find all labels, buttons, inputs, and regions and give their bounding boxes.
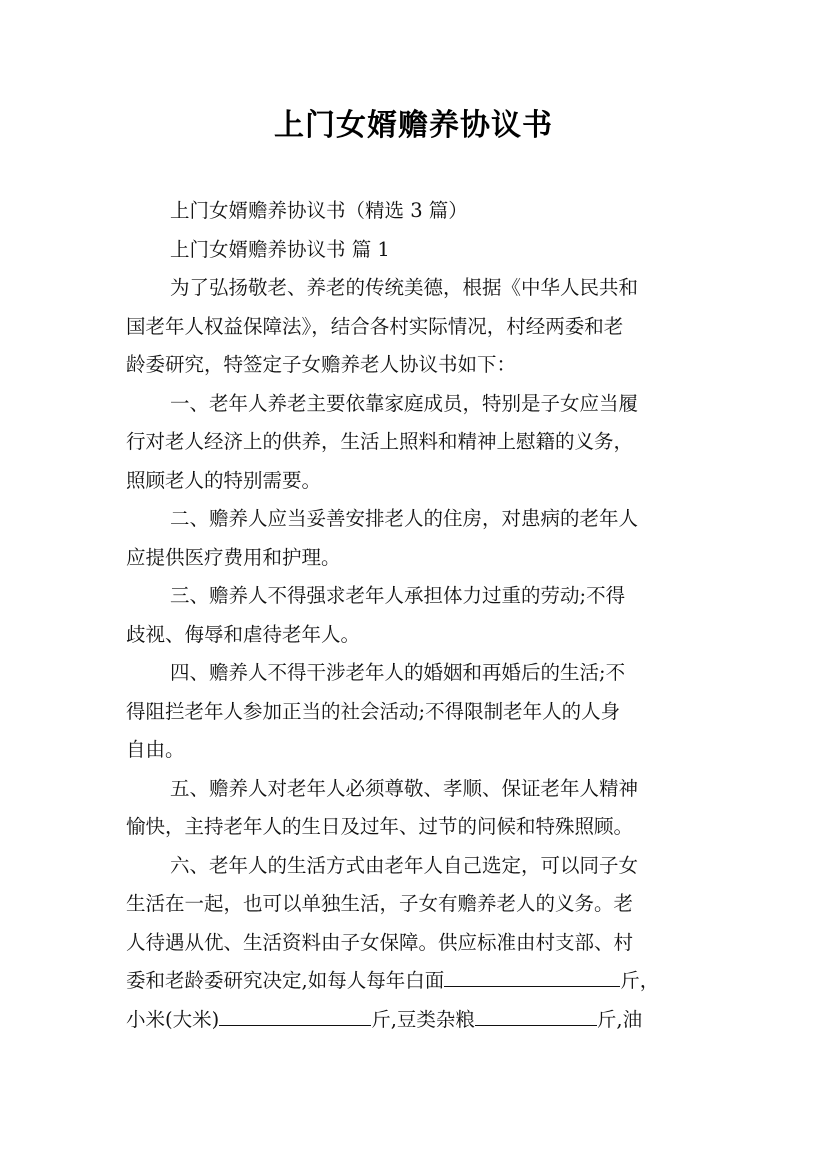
line-text: 小米(大米) [126,1007,220,1031]
line-text: 委和老龄委研究决定,如每人每年白面 [126,969,445,992]
section-heading: 上门女婿赡养协议书 篇 1 [170,237,390,261]
paragraph-line: 得阻拦老年人参加正当的社会活动;不得限制老年人的人身 [126,699,621,723]
paragraph-line: 为了弘扬敬老、养老的传统美德，根据《中华人民共和 [170,276,639,299]
line-text: 斤， [620,969,660,992]
subtitle-line: 上门女婿赡养协议书（精选 3 篇） [170,199,468,222]
paragraph-line: 龄委研究，特签定子女赡养老人协议书如下： [126,353,517,376]
paragraph-line: 歧视、侮辱和虐待老年人。 [126,622,361,646]
document-body [126,192,706,1039]
paragraph-line: 国老年人权益保障法》，结合各村实际情况，村经两委和老 [126,314,624,338]
paragraph-line: 三、赡养人不得强求老年人承担体力过重的劳动;不得 [170,584,626,607]
document-title: 上门女婿赡养协议书 [274,108,553,143]
paragraph-line: 照顾老人的特别需要。 [126,468,322,492]
paragraph-line: 自由。 [126,738,185,761]
paragraph-line: 二、赡养人应当妥善安排老人的住房，对患病的老年人 [170,507,639,530]
paragraph-line-with-blanks [126,1001,706,1040]
paragraph-line: 行对老人经济上的供养，生活上照料和精神上慰籍的义务， [126,430,634,453]
paragraph-line: 人待遇从优、生活资料由子女保障。供应标准由村支部、村 [126,930,634,954]
paragraph-line: 一、老年人养老主要依靠家庭成员，特别是子女应当履 [170,391,639,415]
paragraph-line: 生活在一起，也可以单独生活，子女有赡养老人的义务。老 [126,892,634,915]
line-text: 斤,豆类杂粮 [371,1007,475,1031]
paragraph-line: 六、老年人的生活方式由老年人自己选定，可以同子女 [170,853,639,877]
fill-in-blank-flour[interactable] [444,962,620,987]
paragraph-line-with-blank [126,962,706,1001]
paragraph-line: 五、赡养人对老年人必须尊敬、孝顺、保证老年人精神 [170,776,639,800]
paragraph-line: 应提供医疗费用和护理。 [126,545,341,569]
paragraph-line: 愉快，主持老年人的生日及过年、过节的问候和特殊照顾。 [126,815,634,838]
line-text: 斤,油 [596,1007,643,1031]
fill-in-blank-millet[interactable] [219,1001,371,1026]
fill-in-blank-beans[interactable] [475,1001,597,1026]
paragraph-line: 四、赡养人不得干涉老年人的婚姻和再婚后的生活;不 [170,661,626,684]
